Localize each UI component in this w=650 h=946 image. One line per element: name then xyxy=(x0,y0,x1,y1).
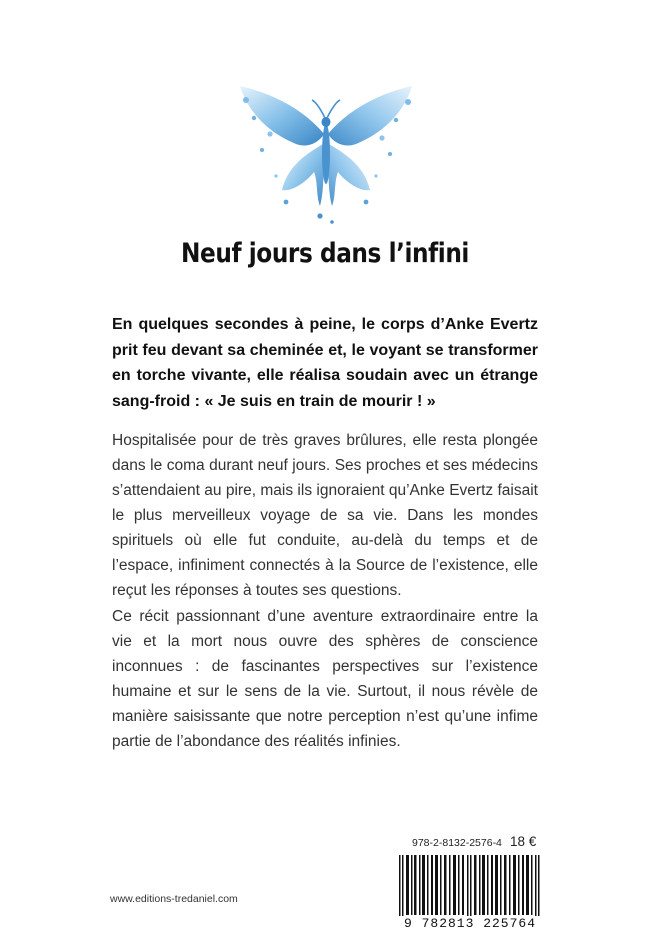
barcode-digits: 9 782813 225764 xyxy=(395,916,545,931)
price-label: 18 € xyxy=(510,834,537,849)
isbn-number: 978-2-8132-2576-4 xyxy=(412,837,502,849)
body-paragraph-2: Ce récit passionnant d’une aventure extraordinaire entre la vie et la mort nous ouvre des sphères de conscience inconnues : de fascinantes perspectives sur l’existence humaine et sur le sens de la vie. Surtout, il nous révèle de manière saisissante que notre perception n’est qu’une infime partie de l’abondance des réalités infinies. xyxy=(112,608,538,750)
barcode-icon xyxy=(395,855,545,923)
body-paragraph-1: Hospitalisée pour de très graves brûlures, elle resta plongée dans le coma durant neuf jours. Ses proches et ses médecins s’attendaient au pire, mais ils ignoraient qu’Anke Evertz faisait le plus merveilleux voyage de sa vie. Dans les mondes spirituels où elle fut conduite, au-delà du temps et de l’espace, infiniment connectés à la Source de l’existence, elle reçut les réponses à toutes ses questions. xyxy=(112,432,538,599)
publisher-website: www.editions-tredaniel.com xyxy=(110,893,238,905)
water-butterfly-icon xyxy=(226,72,426,232)
lead-paragraph: En quelques secondes à peine, le corps d’Anke Evertz prit feu devant sa cheminée et, le voyant se transformer en torche vivante, elle réalisa soudain avec un étrange sang-froid : « Je suis en train de mourir ! » xyxy=(112,316,538,410)
book-title: Neuf jours dans l’infini xyxy=(181,238,469,269)
